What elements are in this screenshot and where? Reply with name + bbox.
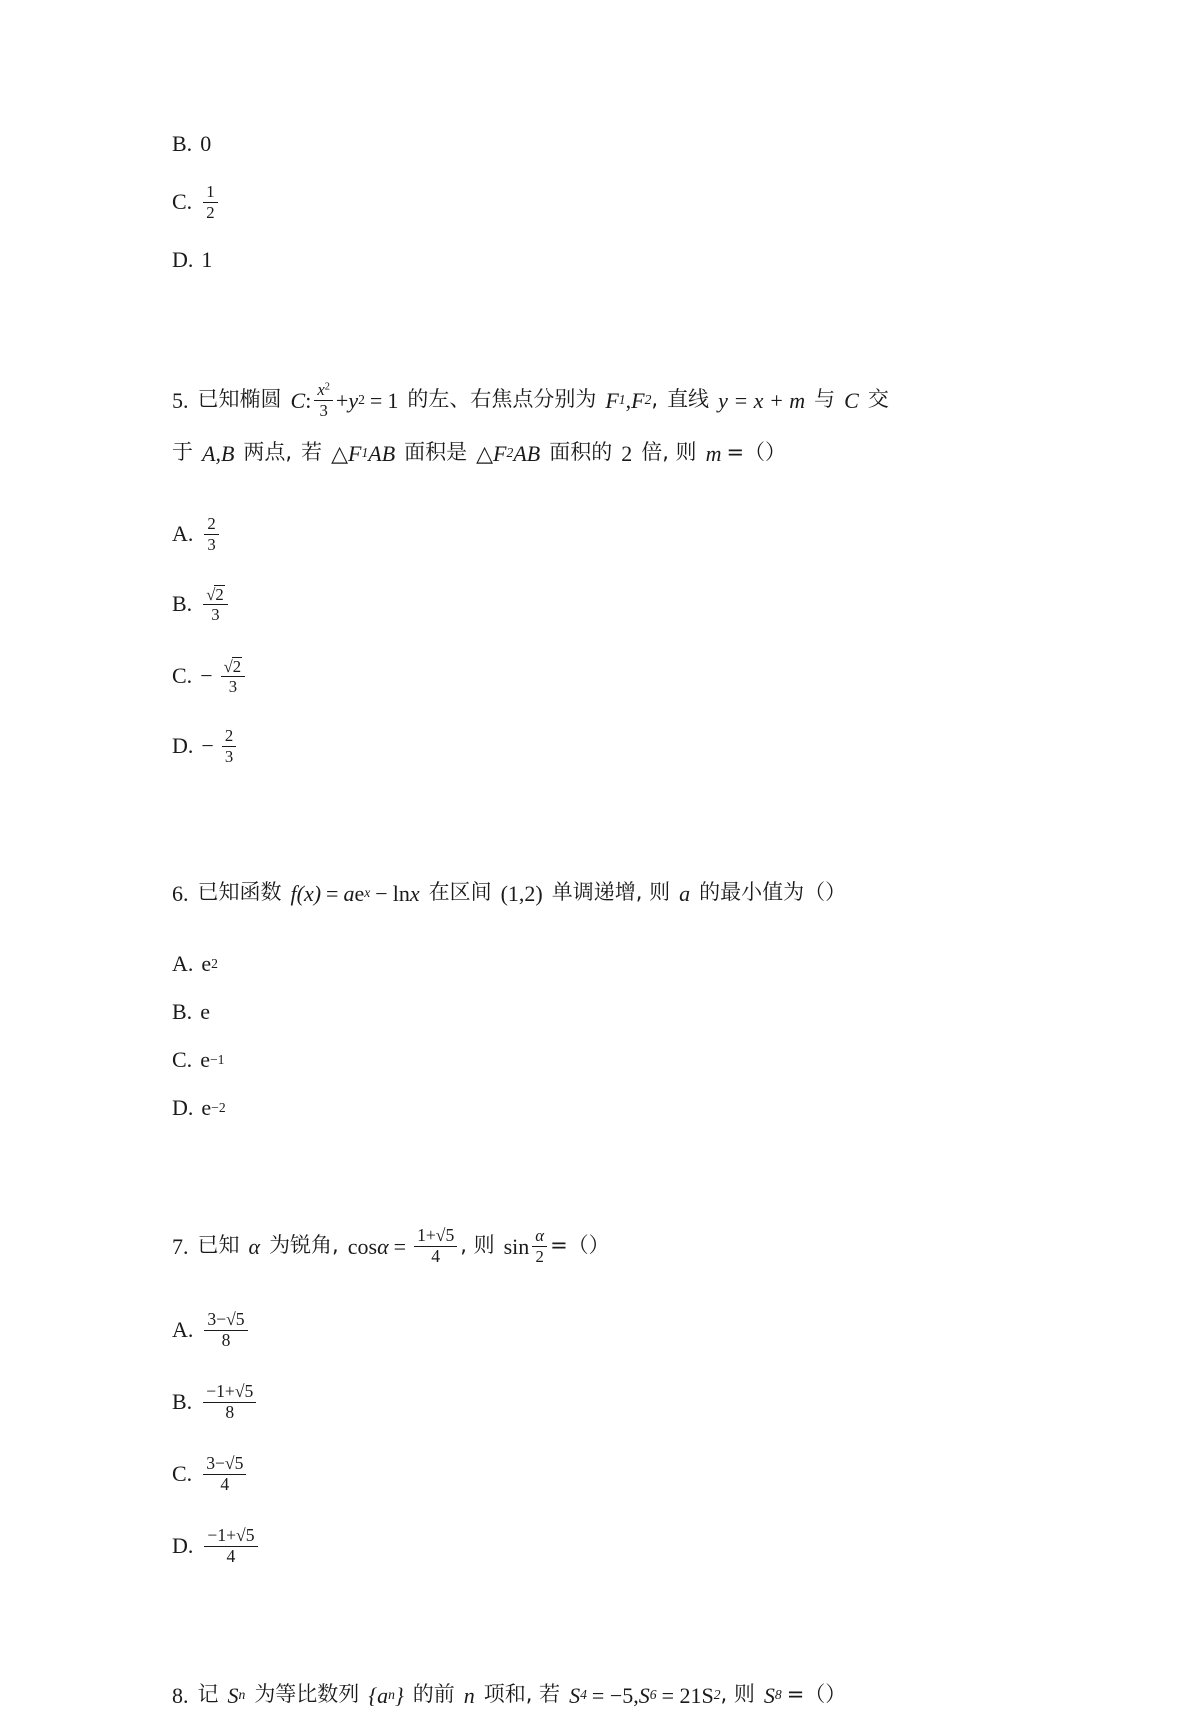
section-gap [172, 780, 1052, 868]
option-label: C. [172, 1047, 193, 1072]
fraction-numerator: 1+√5 [414, 1227, 457, 1247]
euler-e: e [354, 880, 365, 906]
option-label: D. [172, 1095, 194, 1120]
stem-text: 交 [867, 387, 889, 412]
fraction-x2-over-3 [314, 381, 333, 418]
stem-options-gap [172, 478, 1052, 500]
fraction-denominator: 2 [206, 202, 215, 222]
fraction-numerator: 1 [203, 183, 217, 202]
fraction-numerator [203, 585, 228, 605]
option-label: C. [172, 1461, 193, 1486]
focus-2: F [631, 387, 645, 413]
stem-options-gap [172, 1272, 1052, 1294]
stem-text: 单调递增, 则 [551, 880, 671, 905]
q6-option-a[interactable]: A. e 2 [172, 951, 218, 976]
option-label: C. [172, 189, 193, 214]
fraction [414, 1224, 457, 1266]
sequence-an: {a [368, 1682, 389, 1708]
equals-sign: = [369, 387, 383, 413]
fraction [204, 1308, 247, 1350]
section-gap [172, 1582, 1052, 1670]
fraction [222, 727, 236, 764]
unknown-m: m [705, 440, 722, 466]
q6-option-d[interactable]: D. e −2 [172, 1095, 226, 1120]
q4-option-c[interactable] [172, 168, 1052, 236]
stem-text: 的前 [412, 1682, 455, 1707]
section-gap [172, 1132, 1052, 1220]
stem-text: 两点, [243, 440, 293, 465]
q4-option-b[interactable] [172, 120, 1052, 168]
triangle-f1ab: △F [331, 440, 362, 466]
sqrt-icon: √2 [206, 584, 224, 604]
stem-text: , 则 [720, 1682, 755, 1707]
option-label: C. [172, 663, 193, 688]
fraction-denominator: 3 [319, 400, 328, 420]
question-number: 5. [172, 387, 189, 413]
option-label: D. [172, 1533, 194, 1558]
fraction-denominator: 3 [207, 534, 216, 554]
fraction-numerator: 3−√5 [203, 1455, 246, 1475]
option-base: e [201, 951, 212, 976]
q6-option-b[interactable] [172, 988, 1052, 1036]
exam-content [172, 120, 1052, 1720]
multiplier: 2 [621, 440, 633, 466]
minus-sign: − [375, 880, 388, 906]
option-base: e [201, 1095, 212, 1120]
option-label: B. [172, 131, 193, 156]
question-number: 6. [172, 880, 189, 906]
section-gap [172, 284, 1052, 372]
stem-text: 面积的 [549, 440, 613, 465]
stem-text: 若 [301, 440, 323, 465]
option-label: D. [172, 733, 194, 758]
q7-option-c[interactable] [172, 1438, 1052, 1510]
fraction-denominator: 4 [220, 1473, 230, 1494]
alpha-symbol: α [248, 1233, 261, 1259]
fraction-numerator: 3−√5 [204, 1311, 247, 1331]
triangle-f2ab: △F [476, 440, 507, 466]
fraction [203, 183, 217, 220]
q5-stem-line2: 于 A,B 两点, 若 △F 1 AB 面积是 △F 2 AB 面积的 2 倍, 则 m =（） [172, 428, 1052, 478]
minus-sign: − [201, 733, 214, 758]
option-label: B. [172, 591, 193, 616]
q4-option-d[interactable] [172, 236, 1052, 284]
fraction-denominator: 4 [226, 1545, 236, 1566]
q8-stem: 8. 记 S n 为等比数列 {a n } 的前 n 项和, 若 S 4 = −5, S 6 = 21S 2 , 则 S 8 =（） [172, 1670, 1052, 1720]
fraction-alpha-over-2 [532, 1227, 547, 1264]
fraction-denominator: 3 [211, 605, 220, 624]
stem-text: 倍, 则 [641, 440, 697, 465]
q5-option-a[interactable] [172, 500, 1052, 568]
stem-options-gap [172, 918, 1052, 940]
q5-option-c[interactable] [172, 640, 1052, 712]
curve-reference: C [844, 387, 859, 413]
answer-blank: =（） [786, 1682, 847, 1707]
partial-sum-S: S [227, 1682, 239, 1708]
q6-stem: 6. 已知函数 f (x) = a e x − ln x 在区间 (1,2) 单调递增, 则 a 的最小值为（） [172, 868, 1052, 918]
fraction-denominator: 8 [221, 1329, 231, 1350]
fraction [221, 657, 246, 695]
answer-blank: =（） [550, 1233, 610, 1258]
q7-option-a[interactable] [172, 1294, 1052, 1366]
q5-stem-line1: 5. 已知椭圆 C : $\frac{x^2}{3}$ + y 2 = 1 的左、右焦点分别为 F 1 , F 2 , 直线 y = x + m 与 C 交 [172, 380, 889, 420]
minus-sign: − [200, 663, 213, 688]
stem-text: 为等比数列 [254, 1682, 360, 1707]
option-label: B. [172, 1389, 193, 1414]
answer-blank: =（） [726, 440, 787, 465]
q6-option-c[interactable]: C. e −1 [172, 1047, 225, 1072]
option-value: 1 [201, 247, 213, 272]
fraction [204, 1524, 257, 1566]
plus-operator: + [335, 387, 349, 413]
stem-text: 项和, 若 [483, 1682, 561, 1707]
fraction-denominator: 3 [228, 677, 238, 696]
question-number: 7. [172, 1233, 189, 1259]
fraction-numerator: −1+√5 [204, 1527, 257, 1547]
question-number: 8. [172, 1682, 189, 1708]
coefficient-a: a [343, 880, 355, 906]
option-base: e [200, 1047, 210, 1072]
fraction [203, 585, 228, 623]
option-label: A. [172, 1317, 194, 1342]
q5-option-b[interactable] [172, 568, 1052, 640]
sin-operator: sin [503, 1233, 530, 1259]
fraction-denominator: 3 [224, 746, 234, 766]
stem-text: 已知 [197, 1233, 240, 1258]
option-base: e [200, 999, 210, 1024]
fraction [204, 515, 218, 552]
stem-text: 已知函数 [197, 880, 282, 905]
stem-text: , 则 [460, 1233, 495, 1258]
ln-operator: ln [392, 880, 410, 906]
cos-operator: cos [347, 1233, 378, 1259]
stem-text: 的左、右焦点分别为 [407, 387, 597, 412]
stem-text: 已知椭圆 [197, 387, 282, 412]
q7-stem: 7. 已知 α 为锐角, cos α = $\frac{1+√5}{4}$ , 则 sin $\frac{\alpha}{2}$ =（） [172, 1224, 610, 1266]
points-ab: A,B [202, 440, 235, 466]
S8-term: S [763, 1682, 775, 1708]
rhs-value: 1 [387, 387, 399, 413]
y-variable: y [348, 387, 359, 413]
option-value: 0 [200, 131, 212, 156]
fraction-numerator [221, 657, 246, 677]
option-label: A. [172, 521, 194, 546]
option-label: A. [172, 951, 194, 976]
q5-option-d[interactable] [172, 712, 1052, 780]
sqrt-icon: √2 [223, 656, 242, 676]
interval: (1,2) [500, 880, 543, 906]
index-n: n [463, 1682, 475, 1708]
equals-sign: = [326, 880, 339, 906]
function-f: f [290, 880, 297, 906]
focus-1: F [605, 387, 619, 413]
fraction-numerator: $x^2$ [314, 381, 333, 400]
stem-text: 记 [197, 1682, 219, 1707]
stem-text: 为锐角, [269, 1233, 339, 1258]
q7-option-b[interactable] [172, 1366, 1052, 1438]
fraction-numerator: −1+√5 [203, 1383, 256, 1403]
option-label: B. [172, 999, 193, 1024]
fraction-denominator: 2 [535, 1246, 544, 1266]
fraction-denominator: 8 [225, 1401, 235, 1422]
stem-text: 直线 [667, 387, 710, 412]
stem-text: 面积是 [404, 440, 468, 465]
fraction-denominator: 4 [431, 1245, 441, 1266]
line-equation: y = x + m [718, 387, 806, 413]
colon: : [305, 387, 312, 413]
S6-term: S [638, 1682, 650, 1708]
curve-name: C [290, 387, 306, 413]
S4-term: S [569, 1682, 581, 1708]
fraction [203, 1452, 246, 1494]
fraction-numerator: α [532, 1227, 547, 1246]
q7-option-d[interactable] [172, 1510, 1052, 1582]
stem-text: 与 [814, 387, 836, 412]
fraction [203, 1380, 256, 1422]
fraction-numerator: 2 [204, 515, 218, 534]
stem-text: 于 [172, 440, 193, 465]
answer-blank: 的最小值为（） [699, 880, 847, 905]
option-label: D. [172, 247, 194, 272]
unknown-a: a [679, 880, 691, 906]
stem-text: 在区间 [428, 880, 492, 905]
fraction-numerator: 2 [222, 727, 236, 746]
equals-sign: = [393, 1233, 407, 1259]
